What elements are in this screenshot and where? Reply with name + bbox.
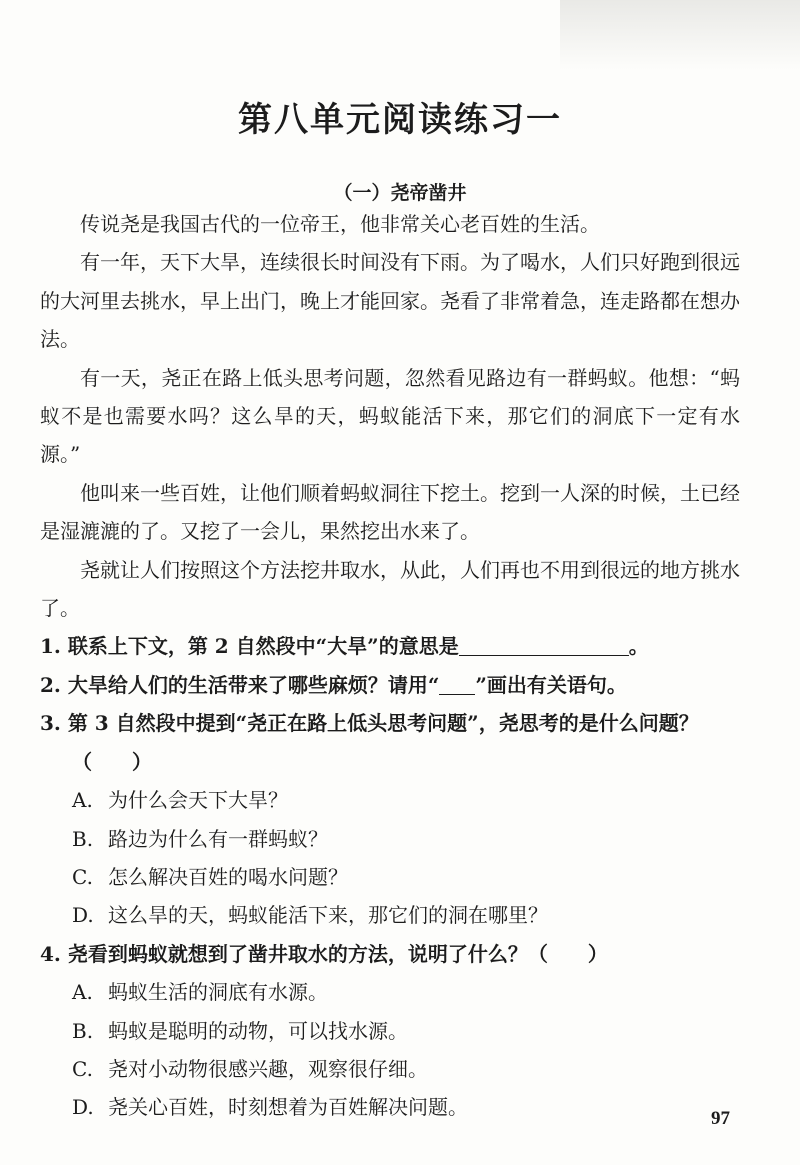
passage-title: （一）尧帝凿井 — [333, 182, 467, 204]
question-4-option-b[interactable] — [40, 1012, 740, 1050]
option-label: B. — [72, 826, 94, 851]
option-text: 怎么解决百姓的喝水问题？ — [108, 864, 348, 889]
question-3-option-c[interactable] — [40, 858, 740, 896]
question-1-text: 1. 联系上下文，第 2 自然段中“大旱”的意思是 — [40, 634, 459, 659]
scan-shadow — [560, 0, 800, 70]
question-2-text: 2. 大旱给人们的生活带来了哪些麻烦？请用“ — [40, 672, 440, 697]
option-text: 尧关心百姓，时刻想着为百姓解决问题。 — [108, 1095, 468, 1120]
option-text: 为什么会天下大旱？ — [108, 788, 288, 813]
answer-blank[interactable] — [459, 635, 629, 656]
question-4-option-a[interactable] — [40, 973, 740, 1011]
option-text: 这么旱的天，蚂蚁能活下来，那它们的洞在哪里？ — [108, 903, 548, 928]
question-2 — [40, 666, 740, 704]
option-label: C. — [72, 1056, 93, 1081]
page-title: 第八单元阅读练习一 — [238, 100, 562, 140]
option-label: A. — [72, 788, 93, 813]
worksheet-body — [40, 205, 740, 1127]
option-label: D. — [72, 903, 94, 928]
option-label: C. — [72, 864, 93, 889]
underline-sample — [439, 674, 475, 695]
option-label: D. — [72, 1095, 94, 1120]
question-4-option-d[interactable] — [40, 1088, 740, 1126]
question-3-option-d[interactable] — [40, 896, 740, 934]
question-3-option-b[interactable] — [40, 820, 740, 858]
option-text: 蚂蚁是聪明的动物，可以找水源。 — [108, 1018, 408, 1043]
paragraph-2: 有一年，天下大旱，连续很长时间没有下雨。为了喝水，人们只好跑到很远的大河里去挑水，早上出门，晚上才能回家。尧看了非常着急，连走路都在想办法。 — [40, 250, 740, 352]
option-text: 尧对小动物很感兴趣，观察很仔细。 — [108, 1056, 428, 1081]
page-number: 97 — [711, 1108, 730, 1129]
question-4-option-c[interactable] — [40, 1050, 740, 1088]
paragraph-4: 他叫来一些百姓，让他们顺着蚂蚁洞往下挖土。挖到一人深的时候，土已经是湿漉漉的了。又挖了一会儿，果然挖出水来了。 — [40, 480, 740, 544]
question-1-end: 。 — [628, 634, 649, 659]
question-3: 3. 第 3 自然段中提到“尧正在路上低头思考问题”，尧思考的是什么问题？（ ） — [40, 711, 699, 774]
question-3-option-a[interactable] — [40, 781, 740, 819]
paragraph-3: 有一天，尧正在路上低头思考问题，忽然看见路边有一群蚂蚁。他想：“蚂蚁不是也需要水吗？这么旱的天，蚂蚁能活下来，那它们的洞底下一定有水源。” — [40, 365, 740, 467]
option-label: B. — [72, 1018, 94, 1043]
question-1 — [40, 627, 740, 665]
question-4: 4. 尧看到蚂蚁就想到了凿井取水的方法，说明了什么？（ ） — [40, 941, 608, 966]
option-text: 蚂蚁生活的洞底有水源。 — [108, 980, 328, 1005]
option-label: A. — [72, 980, 93, 1005]
paragraph-1: 传说尧是我国古代的一位帝王，他非常关心老百姓的生活。 — [80, 212, 600, 236]
question-2-end: ”画出有关语句。 — [475, 672, 627, 697]
option-text: 路边为什么有一群蚂蚁？ — [108, 826, 328, 851]
paragraph-5: 尧就让人们按照这个方法挖井取水，从此，人们再也不用到很远的地方挑水了。 — [40, 557, 740, 621]
